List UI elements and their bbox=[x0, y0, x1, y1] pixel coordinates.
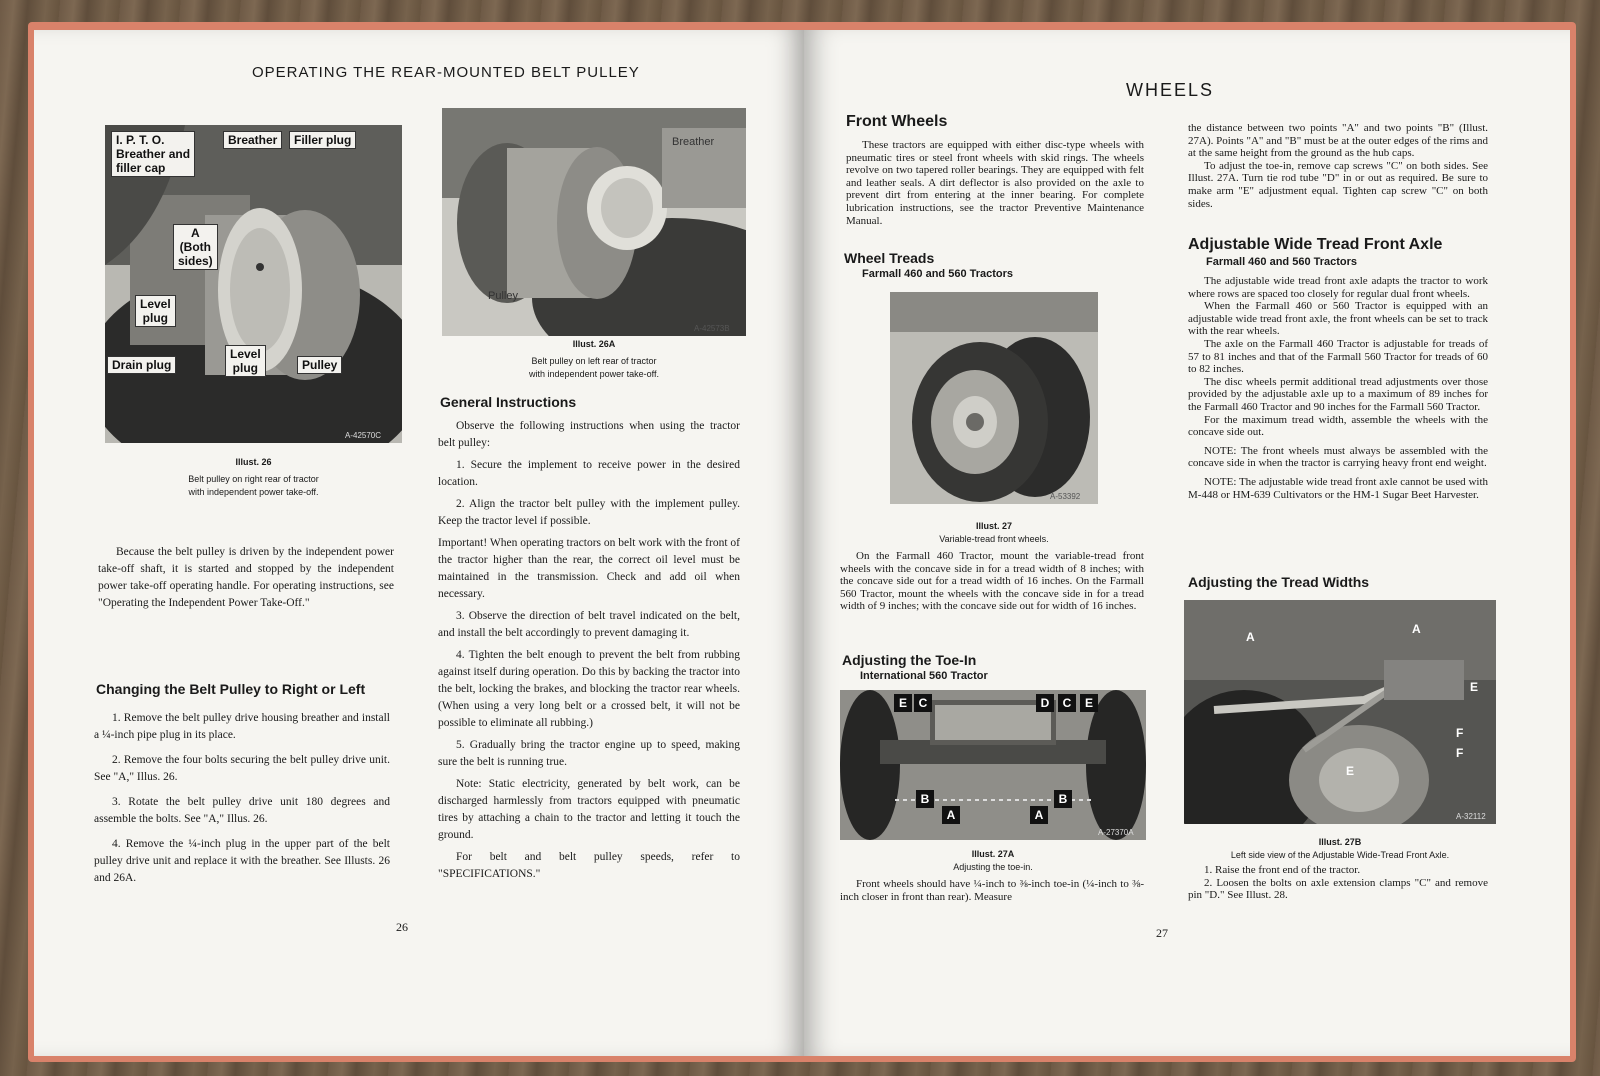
axle-note: NOTE: The adjustable wide tread front axle cannot be used with M-448 or HM-639 Cultivators or the HM-1 Sugar Beet Harvester. bbox=[1188, 475, 1488, 501]
farmall-text: On the Farmall 460 Tractor, mount the variable-tread front wheels with the concave side in for a tread width of 8 inches; with the concave side out for a tread width of 16 inches. On the Farmall 560 Tractor, mount the wheels with the concave side in for a tread width of 9 inches; with the concave side out for width of 16 inches. bbox=[840, 550, 1144, 613]
tread-step: 2. Loosen the bolts on axle extension clamps "C" and remove pin "D." See Illust. 28. bbox=[1188, 876, 1488, 902]
general-paragraph: 3. Observe the direction of belt travel indicated on the belt, and install the belt accordingly to prevent damaging it. bbox=[438, 610, 740, 639]
tread-widths-heading: Adjusting the Tread Widths bbox=[1188, 574, 1370, 590]
axle-paragraph: When the Farmall 460 or 560 Tractor is equipped with an adjustable wide tread front axle, the front wheels can be set to track with the rear wheels. bbox=[1188, 300, 1488, 338]
label-level-plug-2: Level plug bbox=[225, 345, 266, 377]
caption-title: Illust. 26 bbox=[235, 457, 272, 467]
label-e: E bbox=[1080, 694, 1098, 712]
axle-paragraph: The adjustable wide tread front axle adapts the tractor to work where rows are spaced too closely for regular dual front wheels. bbox=[1188, 275, 1488, 300]
farmall-text-block bbox=[840, 550, 1144, 613]
illust-27b-caption bbox=[1184, 836, 1496, 862]
general-paragraph: 2. Align the tractor belt pulley with the implement pulley. Keep the tractor level if possible. bbox=[438, 498, 740, 527]
intro-block bbox=[98, 544, 394, 617]
general-heading: General Instructions bbox=[440, 394, 577, 410]
illust-27b-photo bbox=[1184, 600, 1496, 824]
label-pulley: Pulley bbox=[297, 356, 342, 374]
label-drain-plug: Drain plug bbox=[107, 356, 176, 374]
caption-title-27: Illust. 27 bbox=[975, 521, 1012, 531]
label-filler-plug: Filler plug bbox=[289, 131, 356, 149]
axle-paragraph: For the maximum tread width, assemble the wheels with the concave side out. bbox=[1188, 413, 1488, 439]
image-code: A-42570C bbox=[345, 431, 382, 440]
label-breather-26a: Breather bbox=[672, 136, 715, 148]
image-code-26a: A-42573B bbox=[694, 324, 730, 333]
front-wheels-heading: Front Wheels bbox=[846, 113, 948, 130]
front-wheels-block bbox=[846, 139, 1144, 227]
intro-paragraph: Because the belt pulley is driven by the independent power take-off shaft, it is started and stopped by the independent power take-off operating handle. For operating instructions, see "Operating the Independent Power Take-Off." bbox=[98, 546, 394, 609]
toe-in-heading: Adjusting the Toe-In bbox=[842, 652, 977, 668]
caption-title-26a: Illust. 26A bbox=[572, 339, 616, 349]
changing-step: 4. Remove the ¼-inch plug in the upper part of the belt pulley drive unit and replace it with the breather. See Illusts. 26 and 26A. bbox=[94, 838, 390, 884]
image-code-27a: A-27370A bbox=[1098, 828, 1134, 837]
label-b: B bbox=[916, 790, 934, 808]
label-breather: Breather bbox=[223, 131, 282, 149]
right-page bbox=[804, 30, 1570, 1056]
changing-steps bbox=[94, 710, 390, 892]
important-paragraph: Important! When operating tractors on belt work with the front of the tractor higher than the rear, the correct oil level must be maintained in the transmission. Check and add oil when necessary. bbox=[438, 537, 740, 600]
tread-step: 1. Raise the front end of the tractor. bbox=[1204, 864, 1361, 876]
label-pulley-26a: Pulley bbox=[488, 290, 518, 302]
toe-in-text: Front wheels should have ¼-inch to ⅜-inch toe-in (¼-inch to ⅜-inch closer in front than rear). Measure bbox=[840, 878, 1144, 903]
label-e: E bbox=[1470, 680, 1479, 694]
col2-top-block bbox=[1188, 122, 1488, 210]
page-number-27: 27 bbox=[1156, 926, 1168, 940]
axle-paragraph: The disc wheels permit additional tread adjustments over those provided by the adjustable axle up to a maximum of 89 inches for the Farmall 460 Tractor and 90 inches for the Farmall 560 Tractor. bbox=[1188, 375, 1488, 413]
illust-26-photo bbox=[105, 125, 402, 443]
changing-step: 3. Rotate the belt pulley drive unit 180 degrees and assemble the bolts. See "A," Illus. 26. bbox=[94, 796, 390, 825]
caption-text-27b: Left side view of the Adjustable Wide-Tread Front Axle. bbox=[1230, 850, 1450, 860]
front-wheels-text: These tractors are equipped with either disc-type wheels with pneumatic tires or steel front wheels with skid rings. The wheels revolve on two tapered roller bearings. They are equipped with felt and leather seals. A dirt deflector is also provided on the axle to prevent dirt from entering at the inner bearing. For complete lubrication instructions, see the tractor Preventive Maintenance Manual. bbox=[846, 139, 1144, 227]
caption-text: Belt pulley on right rear of tractor with independent power take-off. bbox=[188, 474, 319, 497]
caption-title-27a: Illust. 27A bbox=[971, 849, 1015, 859]
general-instructions bbox=[438, 418, 740, 888]
label-e: E bbox=[1346, 764, 1355, 778]
page-header: OPERATING THE REAR-MOUNTED BELT PULLEY bbox=[252, 64, 640, 81]
tread-steps-block bbox=[1188, 864, 1488, 902]
note-paragraph: Note: Static electricity, generated by belt work, can be discharged harmlessly from tractors equipped with pneumatic tires by attaching a chain to the tractor and letting it touch the ground. bbox=[438, 778, 740, 841]
left-page bbox=[34, 30, 804, 1056]
caption-text-27: Variable-tread front wheels. bbox=[939, 534, 1049, 544]
variable-tread-wheels-image bbox=[890, 292, 1098, 504]
label-a: A bbox=[1412, 622, 1421, 636]
page-number-26: 26 bbox=[396, 920, 408, 934]
label-a: A bbox=[1030, 806, 1048, 824]
axle-subheading: Farmall 460 and 560 Tractors bbox=[1206, 256, 1358, 268]
caption-title-27b: Illust. 27B bbox=[1318, 837, 1362, 847]
caption-text-27a: Adjusting the toe-in. bbox=[953, 862, 1033, 872]
changing-step: 1. Remove the belt pulley drive housing breather and install a ¼-inch pipe plug in its place. bbox=[94, 712, 390, 741]
illust-27a-caption bbox=[840, 848, 1146, 874]
general-paragraph: 1. Secure the implement to receive power in the desired location. bbox=[438, 459, 740, 488]
label-ipto-breather: I. P. T. O. Breather and filler cap bbox=[111, 131, 195, 177]
changing-heading: Changing the Belt Pulley to Right or Left bbox=[96, 681, 366, 697]
axle-block bbox=[1188, 275, 1488, 501]
wheel-treads-heading: Wheel Treads bbox=[844, 250, 935, 266]
illust-27-caption bbox=[890, 520, 1098, 546]
illust-26-caption bbox=[105, 456, 402, 499]
toe-in-subheading: International 560 Tractor bbox=[860, 670, 988, 682]
label-a: A bbox=[1246, 630, 1255, 644]
label-f: F bbox=[1456, 726, 1464, 740]
image-code-27b: A-32112 bbox=[1456, 812, 1486, 821]
general-paragraph: Observe the following instructions when using the tractor belt pulley: bbox=[438, 420, 740, 449]
general-paragraph: 5. Gradually bring the tractor engine up to speed, making sure the belt is running true. bbox=[438, 739, 740, 768]
col2-paragraph: To adjust the toe-in, remove cap screws "C" on both sides. See Illust. 27A. Turn tie rod tube "D" in or out as required. Be sure to make arm "E" adjustment equal. Tighten cap screw "C" on both sides. bbox=[1188, 159, 1488, 210]
illust-26a-caption bbox=[442, 338, 746, 381]
label-f: F bbox=[1456, 746, 1464, 760]
general-paragraph: 4. Tighten the belt enough to prevent the belt from rubbing against itself during operation. Do this by backing the tractor into the belt, locking the brakes, and blocking the tractor rear wheels. (When using a very long belt or a crossed belt, it will not be possible to eliminate all rubbing.) bbox=[438, 649, 740, 729]
image-code-27: A-53392 bbox=[1050, 492, 1081, 501]
label-a-both-sides: A (Both sides) bbox=[173, 224, 218, 270]
label-level-plug-1: Level plug bbox=[135, 295, 176, 327]
label-b: B bbox=[1054, 790, 1072, 808]
toe-in-text-block bbox=[840, 878, 1144, 903]
illust-27-photo bbox=[890, 292, 1098, 504]
label-c: C bbox=[1058, 694, 1076, 712]
illust-26a-photo bbox=[442, 108, 746, 336]
changing-step: 2. Remove the four bolts securing the belt pulley drive unit. See "A," Illus. 26. bbox=[94, 754, 390, 783]
toe-in-axle-image bbox=[840, 690, 1146, 840]
axle-paragraph: The axle on the Farmall 460 Tractor is adjustable for treads of 57 to 81 inches and that of the Farmall 560 Tractor for treads of 60 to 82 inches. bbox=[1188, 337, 1488, 376]
caption-text-26a: Belt pulley on left rear of tractor with independent power take-off. bbox=[529, 356, 659, 379]
axle-note: NOTE: The front wheels must always be assembled with the concave side in when the tractor is carrying heavy front end weight. bbox=[1188, 444, 1488, 470]
general-paragraph: For belt and belt pulley speeds, refer to "SPECIFICATIONS." bbox=[438, 851, 740, 880]
label-d: D bbox=[1036, 694, 1054, 712]
wheel-treads-subheading: Farmall 460 and 560 Tractors bbox=[862, 268, 1014, 280]
wide-tread-axle-image bbox=[1184, 600, 1496, 824]
illust-27a-photo bbox=[840, 690, 1146, 840]
label-c: C bbox=[914, 694, 932, 712]
label-a: A bbox=[942, 806, 960, 824]
label-e: E bbox=[894, 694, 912, 712]
page-header-wheels: WHEELS bbox=[1126, 80, 1215, 100]
col2-paragraph: the distance between two points "A" and two points "B" (Illust. 27A). Points "A" and "B" must be at the outer edges of the rims and at the same height from the ground as the hub caps. bbox=[1188, 122, 1488, 160]
axle-heading: Adjustable Wide Tread Front Axle bbox=[1188, 236, 1443, 253]
